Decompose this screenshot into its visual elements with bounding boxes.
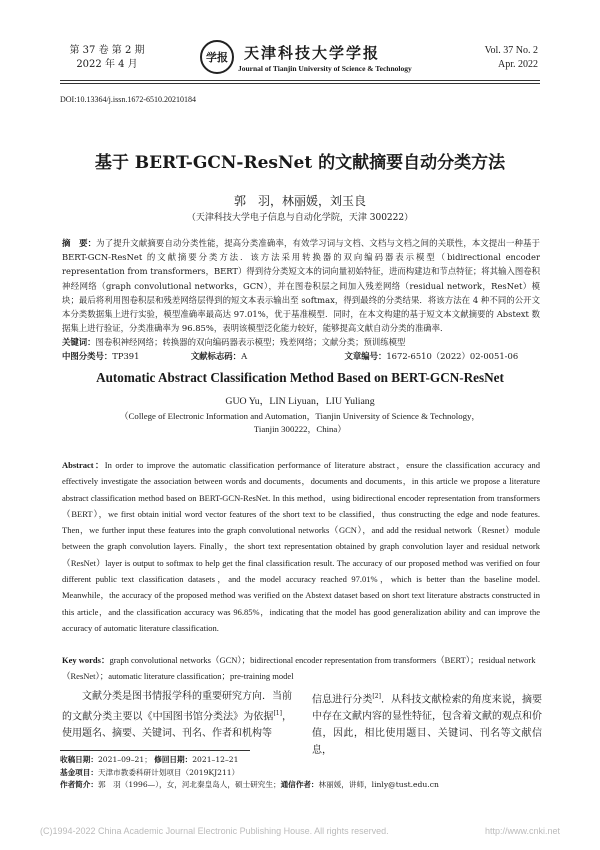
abstract-en-label: Abstract： [62,460,105,470]
volume-en: Vol. 37 No. 2 [484,45,538,56]
footnote [60,754,540,792]
date-cn: 2022 年 4 月 [76,59,138,70]
header-rule [60,80,540,81]
copyright-text: (C)1994-2022 China Academic Journal Electronic Publishing House. All rights reserved. [40,826,389,836]
journal-title-cn: 天津科技大学学报 [244,44,381,62]
doi[interactable]: DOI:10.13364/j.issn.1672-6510.20210184 [60,95,196,104]
issue-info-cn [62,44,152,72]
citation-2[interactable]: [2] [372,693,381,700]
article-no-value: 1672-6510（2022）02-0051-06 [386,351,519,362]
footnote-rule [60,750,250,751]
fund-label: 基金项目： [60,767,98,777]
copyright-footer [40,826,560,836]
keywords-en [62,652,540,685]
abstract-en-text: In order to improve the automatic classification performance of literature abstract，ensure the classification accuracy and effectively investigate the association between words and documents，documents and documents，in this article we propose a literature abstract classification method based on BERT-GCN-ResNet. In this method，using bidirectional encoder representation from transformers（BERT），we first obtain initial word vector features of the short text to be classified，thus constructing the edge and node features. Then，we further input these features into the graph convolutional networks（GCN），and add the residual network（Resnet）module between the graph convolution layers. Finally，the short text representation obtained by graph convolution layer and residual network（ResNet）layer is output to softmax to help get the final classification result. The accuracy of our proposed method was verified on four different public text classification datasets，and the model accuracy reached 97.01%，which is better than the baseline model. Meanwhile，the accuracy of the proposed method was verified on the Abstext dataset based on short text literature abstracts constructed in this article，and the classification accuracy was 96.85%，indicating that the model has good generalization ability and can improve the accuracy of automatic literature classification. [62,460,540,633]
corresponding-text: 林丽媛，讲师，linly@tust.edu.cn [318,780,439,789]
abstract-cn-text: 为了提升文献摘要自动分类性能，提高分类准确率，有效学习词与文档、文档与文档之间的关联性，本文提出一种基于 BERT-GCN-ResNet 的文献摘要分类方法．该方法采用转换器的双向编码器表示模型（bidirectional encoder representation from transformers，BERT）得到待分类短文本的词向量初始特征，进而构建边和节点特征；将其输入图卷积神经网络（graph convolutional networks，GCN），并在图卷积层之间加入残差网络（residual network，ResNet）模块；最后将利用图卷积层和残差网络层得到的短文本表示输出至 softmax，得到最终的分类结果．将该方法在 4 种不同的公开文本分类数据集上进行实验，模型准确率最高达 97.01%，优于基准模型．同时，在本文构建的基于短文本文献摘要的 Abstext 数据集上进行验证，分类准确率为 96.85%，表明该模型泛化能力较好，能够提高文献自动分类的准确率． [62,238,540,334]
author-bio-label: 作者简介： [60,780,98,789]
abstract-cn-label: 摘 要： [62,238,97,248]
clc-value: TP391 [112,351,140,362]
issue-info-en [470,44,538,72]
citation-1[interactable]: [1] [273,710,282,717]
affiliation-en [60,410,540,436]
keywords-en-label: Key words： [62,655,110,665]
date-en: Apr. 2022 [498,59,538,70]
cnki-link[interactable]: http://www.cnki.net [484,826,560,836]
article-no-label: 文章编号： [344,351,387,362]
keywords-cn-text: 图卷积神经网络；转换器的双向编码器表示模型；残差网络；文献分类；预训练模型 [95,337,406,348]
abstract-en [62,457,540,636]
authors-en: GUO Yu，LIN Liyuan，LIU Yuliang [225,396,375,407]
received-label: 收稿日期： [60,755,98,764]
keywords-cn-label: 关键词： [62,337,96,348]
keywords-en-text: graph convolutional networks（GCN）；bidirectional encoder representation from transformers（BERT）；residual network（ResNet）；automatic literature classification；pre-training model [62,655,536,682]
affiliation-en-line1: （College of Electronic Information and Automation，Tianjin University of Science & Technology， [119,411,481,421]
affiliation-cn: （天津科技大学电子信息与自动化学院，天津 300222） [186,213,414,223]
body-column-right: 信息进行分类[2]．从科技文献检索的角度来说，摘要中存在文献内容的显性特征，包含着文献的观点和价值，因此，相比使用题目、关键词、刊名等文献信息， [312,693,543,757]
journal-title-en: Journal of Tianjin University of Science & Technology [238,64,412,73]
fund-text: 天津市教委科研计划项目（2019KJ211） [97,767,240,777]
volume-cn: 第 37 卷 第 2 期 [69,45,145,56]
clc-label: 中图分类号： [62,351,113,362]
header-rule-thin [60,83,540,84]
classification-row [62,349,540,363]
journal-logo-icon: 学报 [200,40,234,74]
doc-code-value: A [241,351,248,362]
revised-date: 2021–12–21 [192,755,239,764]
revised-label: 修回日期： [154,755,193,764]
doc-code-label: 文献标志码： [190,351,242,362]
author-bio-text: 郭 羽（1996—），女，河北秦皇岛人，硕士研究生； [97,780,281,789]
received-date: 2021–09–21； [97,755,152,764]
paper-title-en: Automatic Abstract Classification Method Based on BERT-GCN-ResNet [96,370,504,385]
paper-title-cn: 基于 BERT-GCN-ResNet 的文献摘要自动分类方法 [94,153,506,173]
abstract-cn [62,236,540,363]
authors-cn: 郭 羽，林丽媛，刘玉良 [233,194,366,208]
corresponding-label: 通信作者： [280,780,319,789]
affiliation-en-line2: Tianjin 300222，China） [253,424,347,434]
body-column-left: 文献分类是图书情报学科的重要研究方向．当前的文献分类主要以《中国图书馆分类法》为依据[1]，使用题名、摘要、关键词、刊名、作者和机构等 [62,691,293,740]
